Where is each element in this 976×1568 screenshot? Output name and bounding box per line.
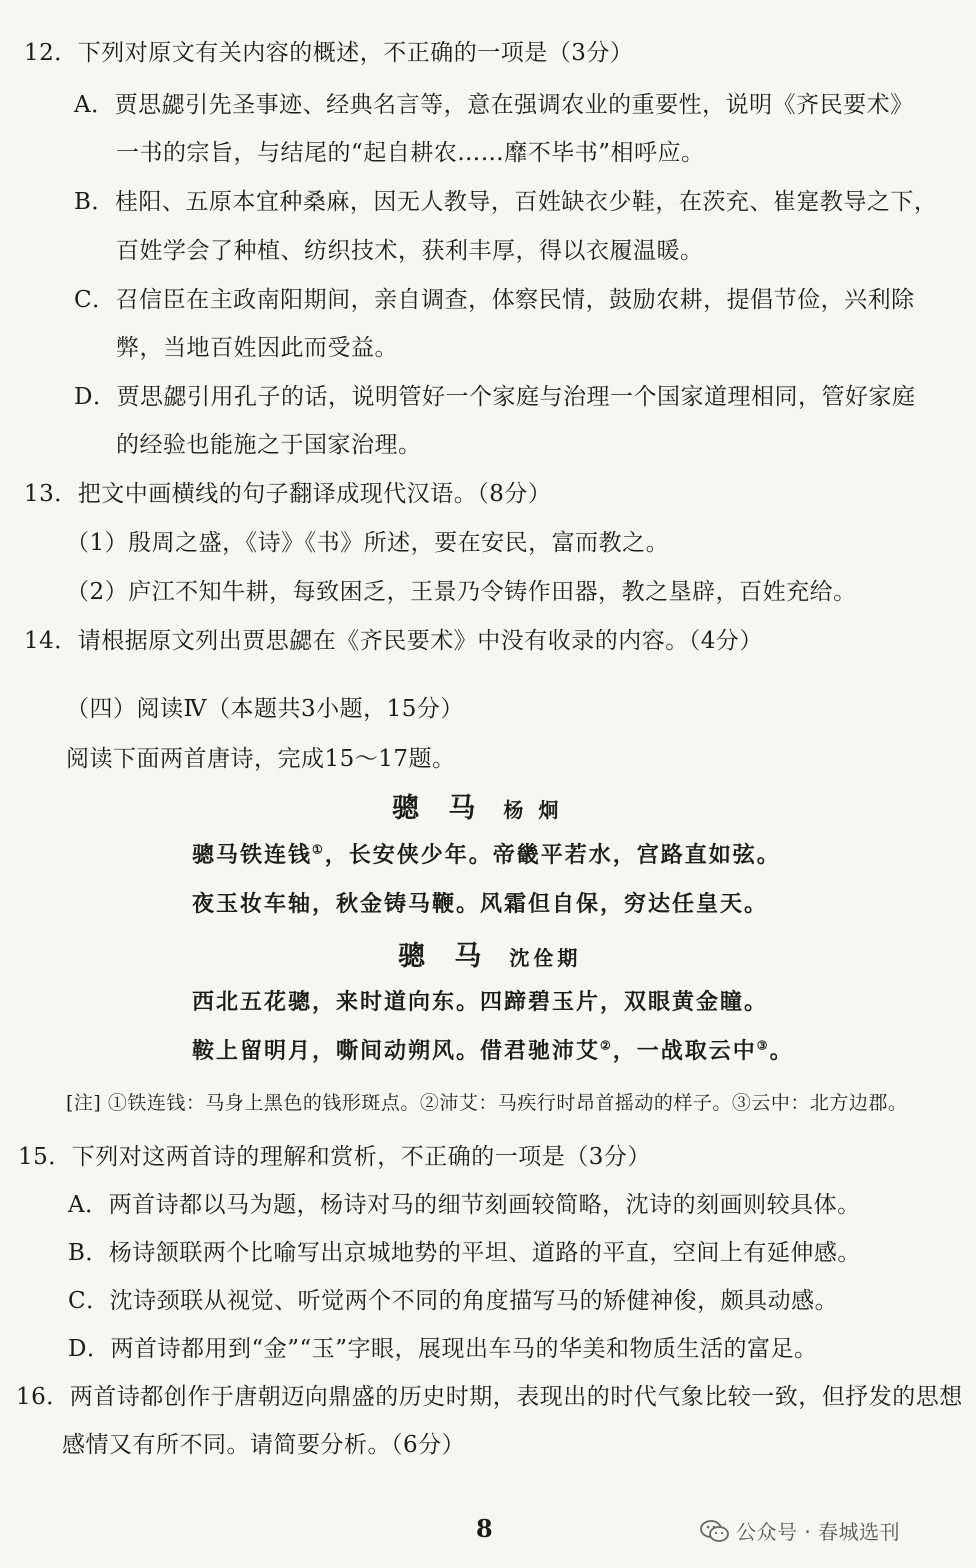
poem-1-author: 杨 炯 bbox=[503, 798, 563, 822]
q15-option-c: C．沈诗颈联从视觉、听觉两个不同的角度描写马的矫健神俊，颇具动感。 bbox=[68, 1288, 839, 1314]
q12-option-c-line2: 弊，当地百姓因此而受益。 bbox=[116, 335, 398, 361]
poem-1-line-2: 夜玉妆车轴，秋金铸马鞭。风霜但自保，穷达任皇天。 bbox=[192, 891, 769, 917]
poem-2-line-1: 西北五花骢，来时道向东。四蹄碧玉片，双眼黄金瞳。 bbox=[192, 989, 769, 1015]
poem-1-header bbox=[392, 786, 562, 825]
q13-sentence-2: （2）庐江不知牛耕，每致困乏，王景乃令铸作田器，教之垦辟，百姓充给。 bbox=[66, 579, 857, 605]
poem-2-line-2-part-c: 。 bbox=[769, 1038, 794, 1064]
poem-2-author: 沈佺期 bbox=[509, 946, 582, 970]
poem-1-line-1-part-a: 骢马铁连钱 bbox=[192, 842, 313, 868]
footnote-mark-3: ③ bbox=[756, 1038, 770, 1053]
footnote-mark-1: ① bbox=[312, 842, 325, 857]
q15-option-b: B．杨诗颔联两个比喻写出京城地势的平坦、道路的平直，空间上有延伸感。 bbox=[68, 1240, 861, 1266]
q12-option-b-line2: 百姓学会了种植、纺织技术，获利丰厚，得以衣履温暖。 bbox=[116, 238, 704, 264]
question-16-stem-line1: 16．两首诗都创作于唐朝迈向鼎盛的历史时期，表现出的时代气象比较一致，但抒发的思想 bbox=[16, 1384, 963, 1410]
question-15-stem: 15．下列对这两首诗的理解和赏析，不正确的一项是（3分） bbox=[18, 1144, 651, 1170]
question-12-stem: 12．下列对原文有关内容的概述，不正确的一项是（3分） bbox=[24, 40, 634, 66]
poem-1-title: 骢 马 bbox=[392, 793, 486, 824]
question-13-stem: 13．把文中画横线的句子翻译成现代汉语。（8分） bbox=[24, 481, 552, 507]
q12-option-d-line2: 的经验也能施之于国家治理。 bbox=[116, 432, 422, 458]
poem-2-header bbox=[398, 934, 581, 973]
q12-option-d-line1: D．贾思勰引用孔子的话，说明管好一个家庭与治理一个国家道理相同，管好家庭 bbox=[74, 384, 916, 410]
wechat-icon bbox=[700, 1519, 730, 1543]
footnote: [注] ①铁连钱：马身上黑色的钱形斑点。②沛艾：马疾行时昂首摇动的样子。③云中：北方边郡。 bbox=[66, 1092, 908, 1114]
section-4-heading: （四）阅读Ⅳ（本题共3小题，15分） bbox=[66, 696, 464, 722]
page-number: 8 bbox=[476, 1514, 494, 1543]
q12-option-b-line1: B．桂阳、五原本宜种桑麻，因无人教导，百姓缺衣少鞋，在茨充、崔寔教导之下， bbox=[74, 189, 938, 215]
poem-2-line-2 bbox=[192, 1034, 794, 1065]
footnote-mark-2: ② bbox=[600, 1038, 613, 1053]
poem-2-line-2-part-b: ，一战取云中 bbox=[612, 1038, 757, 1064]
poem-2-line-2-part-a: 鞍上留明月，嘶间动朔风。借君驰沛艾 bbox=[192, 1038, 601, 1064]
poem-2-title: 骢 马 bbox=[398, 941, 492, 972]
poem-1-line-1 bbox=[192, 838, 781, 869]
q15-option-a: A．两首诗都以马为题，杨诗对马的细节刻画较简略，沈诗的刻画则较具体。 bbox=[68, 1192, 861, 1218]
q13-sentence-1: （1）殷周之盛，《诗》《书》所述，要在安民，富而教之。 bbox=[66, 530, 670, 556]
watermark-text: 公众号 · 春城选刊 bbox=[736, 1520, 901, 1544]
q12-option-a-line2: 一书的宗旨，与结尾的“起自耕农……靡不毕书”相呼应。 bbox=[116, 140, 705, 166]
section-4-intro: 阅读下面两首唐诗，完成15～17题。 bbox=[66, 746, 456, 772]
q12-option-a-line1: A．贾思勰引先圣事迹、经典名言等，意在强调农业的重要性，说明《齐民要术》 bbox=[74, 92, 914, 118]
q15-option-d: D．两首诗都用到“金”“玉”字眼，展现出车马的华美和物质生活的富足。 bbox=[68, 1336, 818, 1362]
q12-option-c-line1: C．召信臣在主政南阳期间，亲自调查，体察民情，鼓励农耕，提倡节俭，兴利除 bbox=[74, 287, 915, 313]
watermark bbox=[700, 1516, 900, 1545]
question-14-stem: 14．请根据原文列出贾思勰在《齐民要术》中没有收录的内容。（4分） bbox=[24, 628, 763, 654]
poem-1-line-1-part-b: ，长安侠少年。帝畿平若水，宫路直如弦。 bbox=[324, 842, 781, 868]
question-16-stem-line2: 感情又有所不同。请简要分析。（6分） bbox=[62, 1432, 466, 1458]
